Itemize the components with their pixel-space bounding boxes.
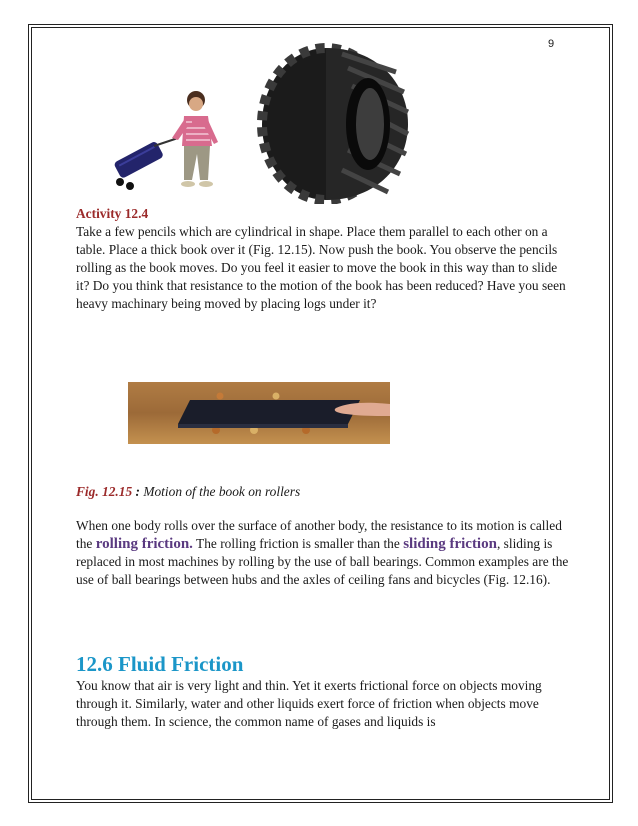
boy-trousers [184, 146, 210, 180]
activity-body: Take a few pencils which are cylindrical in shape. Place them parallel to each other on a table. Place a thick book over it (Fig. 12.15). Now push the book. You observe the pencils rolling as the book moves. Do you feel it easier to move the book in this way than to slide it? Do you think that resistance to the motion of the book has been reduced? Have you seen heavy machinary being moved by placing logs under it? [76, 224, 566, 311]
figure-caption [76, 483, 570, 501]
section-heading: 12.6 Fluid Friction [76, 652, 244, 676]
fluid-friction-paragraph: You know that air is very light and thin. Yet it exerts frictional force on objects moving through it. Similarly, water and other liquids exert force of friction when objects move through them. In science, the common name of gases and liquids is [76, 678, 542, 729]
figure-description: Motion of the book on rollers [143, 484, 301, 499]
rolling-text-b: The rolling friction is smaller than the [192, 536, 404, 551]
suitcase [113, 141, 164, 179]
figure-separator: : [132, 484, 144, 499]
page-number: 9 [548, 38, 555, 50]
rolling-friction-paragraph [76, 517, 570, 589]
term-rolling-friction: rolling friction. [95, 536, 193, 552]
book-on-rollers-photo [128, 382, 390, 444]
boy-with-suitcase-illustration [100, 88, 240, 193]
figure-label: Fig. 12.15 [76, 484, 133, 499]
tyre-illustration [256, 42, 416, 204]
rolling-text-a: When one body rolls over the surface of another body, the resistance to its motion is called the [76, 518, 562, 551]
term-sliding-friction: sliding friction [403, 536, 497, 552]
activity-title: Activity 12.4 [76, 206, 149, 221]
rolling-text-c: , sliding is replaced in most machines by rolling by the use of ball bearings. Common examples are the use of ball bearings between hubs and the axles of ceiling fans and bicycles (Fig. 12.16). [76, 536, 569, 587]
book [178, 400, 360, 424]
